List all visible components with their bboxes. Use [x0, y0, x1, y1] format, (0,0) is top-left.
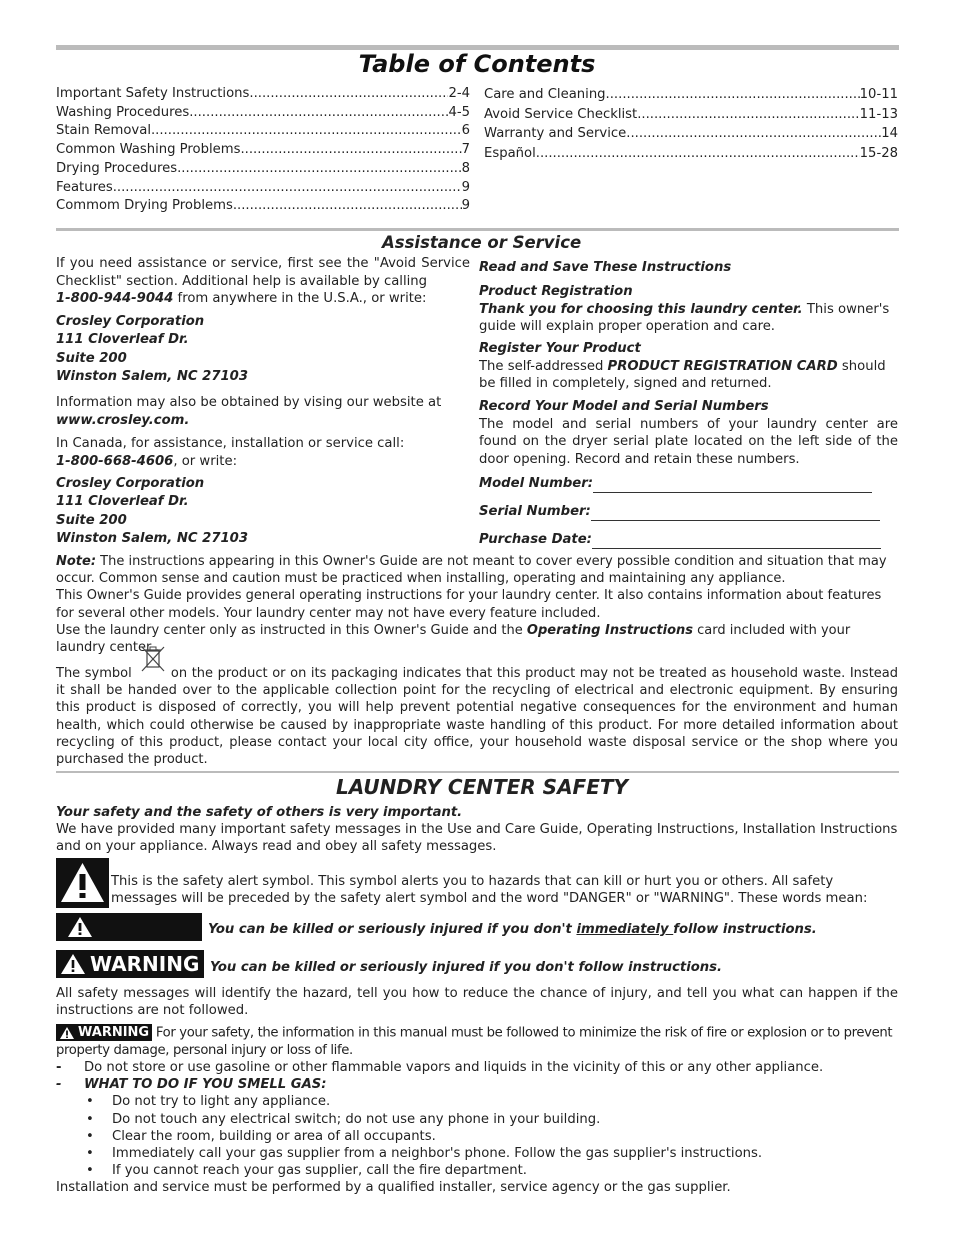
gas-steps-list — [56, 1093, 898, 1179]
weee-paragraph — [56, 663, 898, 768]
toc-leader — [249, 85, 448, 103]
toc-page: 4-5 — [448, 104, 470, 120]
website-info — [56, 394, 470, 429]
toc-page: 10-11 — [859, 87, 898, 102]
note-block — [56, 553, 898, 656]
danger-label-box — [56, 913, 202, 941]
safety-rule — [56, 771, 899, 773]
toc-label: Washing Procedures — [56, 104, 190, 120]
toc-entry[interactable] — [484, 125, 898, 143]
toc-leader — [233, 197, 462, 215]
record-text: The model and serial numbers of your laundry center are found on the dryer serial plate located on the left side of the door opening. Record and retain these numbers. — [479, 416, 898, 467]
warning-word-small: WARNING — [78, 1024, 150, 1040]
register-text-c: should be filled in completely, signed and returned. — [479, 358, 886, 391]
toc-page: 9 — [461, 179, 470, 195]
toc-label: Español — [484, 145, 536, 161]
canada-address — [56, 475, 470, 548]
register-heading: Register Your Product — [479, 341, 641, 356]
purchase-date-line[interactable] — [592, 548, 881, 549]
toc-entry[interactable] — [56, 85, 470, 103]
toc-leader — [637, 106, 859, 124]
toc-leader — [626, 125, 881, 143]
toc-entry[interactable] — [484, 86, 898, 104]
toc-leader — [240, 141, 461, 159]
toc-entry[interactable] — [484, 145, 898, 163]
toc-leader — [177, 160, 462, 178]
list-item: • Immediately call your gas supplier from a neighbor's phone. Follow the gas supplier's instructions. — [56, 1145, 898, 1162]
toc-label: Avoid Service Checklist — [484, 106, 638, 122]
toc-label: Care and Cleaning — [484, 87, 606, 102]
note-paragraph: This Owner's Guide provides general operating instructions for your laundry center. It also contains information about features for several other models. Your laundry center may not have every feature included. — [56, 588, 882, 621]
warning-message: You can be killed or seriously injured if you don't follow instructions. — [210, 960, 723, 975]
serial-number-field[interactable] — [479, 503, 898, 521]
address-line: Crosley Corporation — [56, 314, 205, 329]
address-line: 111 Cloverleaf Dr. — [56, 494, 189, 510]
toc-title: Table of Contents — [358, 50, 596, 78]
assistance-intro-text: If you need assistance or service, first see the "Avoid Service Checklist" section. Additional help is available by calling — [56, 256, 470, 289]
website-text: Information may also be obtained by vising our website at — [56, 395, 442, 410]
note-text: card included with your laundry center . — [56, 622, 851, 656]
danger-text: follow instructions. — [673, 922, 817, 937]
purchase-date-label: Purchase Date: — [479, 532, 592, 547]
thanks-bold: Thank you for choosing this laundry center. — [479, 301, 803, 317]
note-text: Use the laundry center only as instructed in this Owner's Guide and the — [56, 622, 527, 638]
us-phone[interactable]: 1-800-944-9044 — [56, 291, 174, 306]
model-number-line[interactable] — [593, 492, 872, 493]
warning-small-icon — [59, 1026, 75, 1040]
toc-page: 14 — [881, 126, 898, 141]
read-save-heading: Read and Save These Instructions — [479, 260, 732, 275]
danger-icon — [66, 915, 94, 939]
toc-page: 11-13 — [859, 106, 898, 122]
safety-alert-text: This is the safety alert symbol. This symbol alerts you to hazards that can kill or hurt you or others. All safety messages will be preceded by the safety alert symbol and the word "DANGER" or "WARNING". These words mean: — [111, 874, 868, 906]
warning-label-box — [56, 950, 204, 978]
toc-leader — [606, 86, 860, 104]
record-numbers — [479, 398, 898, 468]
toc-page: 2-4 — [448, 86, 470, 101]
flammable-warning: Do not store or use gasoline or other flammable vapors and liquids in the vicinity of this or any other appliance. — [84, 1059, 824, 1075]
toc-leader — [113, 179, 462, 197]
danger-message — [208, 922, 817, 937]
toc-entry[interactable] — [56, 141, 470, 159]
list-item: • Do not try to light any appliance. — [56, 1093, 898, 1110]
model-number-field[interactable] — [479, 475, 898, 493]
assistance-intro — [56, 255, 470, 308]
record-heading: Record Your Model and Serial Numbers — [479, 399, 769, 414]
us-address — [56, 313, 470, 386]
canada-phone[interactable]: 1-800-668-4606 — [56, 453, 174, 469]
closing-text: Installation and service must be performed by a qualified installer, service agency or the gas supplier. — [56, 1180, 731, 1196]
gas-warning-text: For your safety, the information in this manual must be followed to minimize the risk of fire or explosion or to prevent property damage, personal injury or loss of life. — [56, 1025, 893, 1058]
assistance-heading: Assistance or Service — [382, 233, 582, 252]
toc-label: Warranty and Service — [484, 126, 627, 141]
toc-page: 7 — [461, 142, 470, 158]
toc-leader — [536, 145, 860, 163]
gas-warning-paragraph: WARNING For your safety, the information in this manual must be followed to minimize the risk of fire or explosion or to prevent property damage, personal injury or loss of life. - Do not store or use gasoline or other flammable vapors and liquids in the vicinity of this or any other appliance. - WHAT TO DO IF YOU SMELL GAS: • Do not try to light any appliance. • Do not touch any electrical switch; do not use any phone in your building. • Clear the room, building or area of all occupants. • Immediately call your gas supplier from a neighbor's phone. Follow the gas supplier's instructions. • If you cannot reach your gas supplier, call the fire department. Installation and service must be performed by a qualified installer, service agency or the gas supplier. — [56, 1024, 898, 1197]
toc-label: Stain Removal — [56, 123, 151, 139]
address-line: Crosley Corporation — [56, 476, 205, 491]
toc-page: 8 — [461, 160, 470, 176]
toc-leader — [189, 104, 448, 122]
danger-text: You can be killed or seriously injured if you don't — [208, 922, 577, 937]
model-number-label: Model Number: — [479, 476, 594, 491]
toc-entry[interactable] — [56, 104, 470, 122]
serial-number-label: Serial Number: — [479, 504, 591, 519]
purchase-date-field[interactable] — [479, 531, 898, 549]
address-line: Winston Salem, NC 27103 — [56, 530, 249, 546]
toc-entry[interactable] — [56, 122, 470, 140]
safety-alert-icon — [56, 858, 109, 908]
address-line: Suite 200 — [56, 350, 127, 366]
warning-word: WARNING — [90, 952, 200, 976]
toc-entry[interactable] — [56, 179, 470, 197]
toc-label: Important Safety Instructions — [56, 86, 250, 101]
safety-important: Your safety and the safety of others is very important. — [56, 805, 463, 820]
address-line: Winston Salem, NC 27103 — [56, 368, 249, 384]
list-item: • Do not touch any electrical switch; do not use any phone in your building. — [56, 1111, 898, 1128]
canada-info — [56, 435, 470, 470]
toc-label: Drying Procedures — [56, 160, 178, 176]
section-rule — [56, 228, 899, 231]
register-text-a: The self-addressed — [479, 358, 608, 374]
toc-entry[interactable] — [56, 197, 470, 215]
list-item: • If you cannot reach your gas supplier, call the fire department. — [56, 1162, 898, 1179]
warning-icon — [60, 953, 86, 975]
safety-intro — [56, 804, 898, 856]
register-product — [479, 340, 898, 393]
toc-entry[interactable] — [484, 106, 898, 124]
note-label: Note: — [56, 554, 97, 569]
canada-phone-tail: , or write: — [173, 453, 238, 469]
address-line: 111 Cloverleaf Dr. — [56, 332, 189, 348]
us-phone-tail: from anywhere in the U.S.A., or write: — [173, 291, 427, 306]
thanks-text: This owner's guide will explain proper operation and care. — [479, 301, 890, 334]
symbol-text: The symbol — [56, 666, 137, 681]
safety-messages-paragraph: All safety messages will identify the hazard, tell you how to reduce the chance of injury, and tell you what can happen if the instructions are not followed. — [56, 986, 898, 1019]
weee-bin-icon — [136, 663, 166, 677]
toc-page: 6 — [461, 123, 470, 139]
registration-card-label: PRODUCT REGISTRATION CARD — [607, 358, 838, 374]
toc-page: 15-28 — [859, 145, 898, 161]
operating-instructions-ref: Operating Instructions — [526, 622, 694, 638]
canada-text: In Canada, for assistance, installation or service call: — [56, 436, 405, 451]
list-item: • Clear the room, building or area of all occupants. — [56, 1128, 898, 1145]
toc-label: Commom Drying Problems — [56, 198, 233, 214]
weee-text: on the product or on its packaging indicates that this product may not be treated as household waste. Instead it shall be handed over to the applicable collection point for the recycling of electrical and electronic equipment. By ensuring this product is disposed of correctly, you will help prevent potential negative consequences for the environment and human health, which could otherwise be caused by inappropriate waste handling of this product. For more detailed information about recycling of this product, please contact your local city office, your household waste disposal service or the shop where you purchased the product. — [56, 666, 899, 768]
website-link[interactable]: www.crosley.com. — [56, 412, 190, 428]
toc-entry[interactable] — [56, 160, 470, 178]
toc-label: Common Washing Problems — [56, 142, 241, 158]
safety-intro-text: We have provided many important safety messages in the Use and Care Guide, Operating Instructions, Installation Instructions and on your appliance. Always read and obey all safety messages. — [56, 822, 898, 855]
toc-page: 9 — [461, 198, 470, 214]
address-line: Suite 200 — [56, 512, 127, 528]
safety-heading: LAUNDRY CENTER SAFETY — [336, 775, 628, 799]
danger-emphasis: immediately — [576, 922, 674, 937]
product-registration-heading: Product Registration — [479, 284, 633, 299]
smell-gas-heading: WHAT TO DO IF YOU SMELL GAS: — [84, 1077, 327, 1093]
product-registration — [479, 283, 898, 336]
serial-number-line[interactable] — [591, 520, 880, 521]
toc-label: Features — [56, 179, 113, 195]
note-text: The instructions appearing in this Owner's Guide are not meant to cover every possible condition and situation that may occur. Common sense and caution must be practiced when installing, operating and maintaining any appliance. — [56, 554, 887, 587]
toc-leader — [151, 122, 462, 140]
small-warning-box — [56, 1024, 152, 1041]
